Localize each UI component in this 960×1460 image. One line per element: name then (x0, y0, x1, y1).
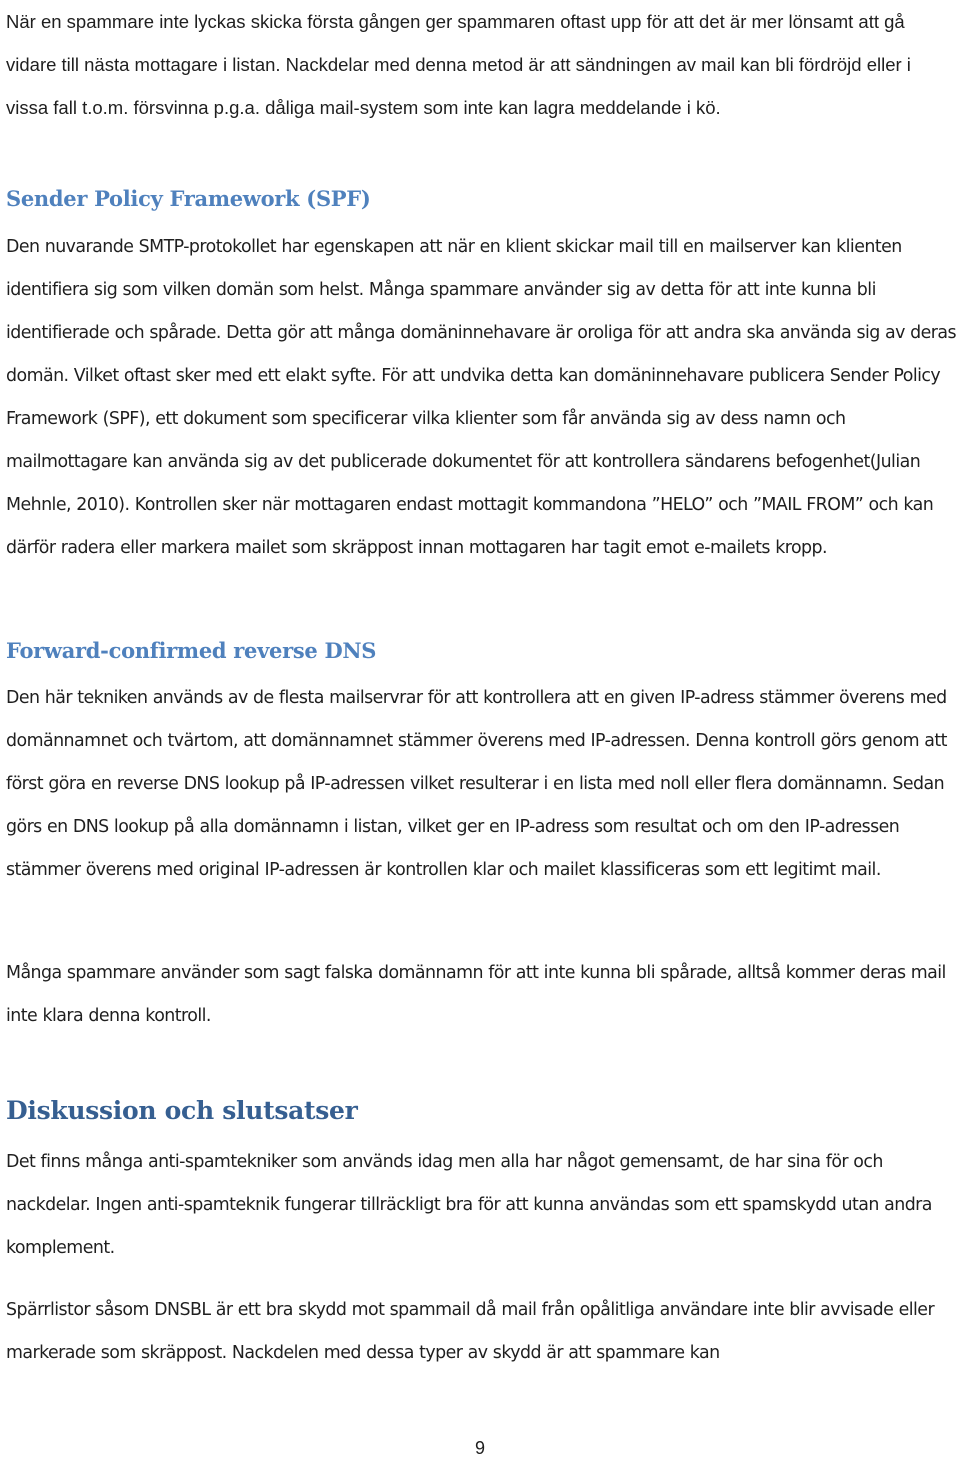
section-heading-fcrdns: Forward-confirmed reverse DNS (6, 638, 377, 663)
chapter-heading-discussion: Diskussion och slutsatser (6, 1096, 358, 1125)
discussion-paragraph-1: Det finns många anti-spamtekniker som används idag men alla har något gemensamt, de har sina för och nackdelar. Ingen anti-spamteknik fungerar tillräckligt bra för att kunna användas som ett spamskydd utan andra komplement. (6, 1152, 932, 1258)
discussion-paragraph-2: Spärrlistor såsom DNSBL är ett bra skydd mot spammail då mail från opålitliga användare inte blir avvisade eller markerade som skräppost. Nackdelen med dessa typer av skydd är att spammare kan (6, 1300, 935, 1363)
fcrdns-paragraph-2: Många spammare använder som sagt falska domännamn för att inte kunna bli spårade, alltså kommer deras mail inte klara denna kontroll. (6, 963, 946, 1026)
intro-paragraph: När en spammare inte lyckas skicka första gången ger spammaren oftast upp för att det är mer lönsamt att gå vidare till nästa mottagare i listan. Nackdelar med denna metod är att sändningen av mail kan bli fördröjd eller i vissa fall t.o.m. försvinna p.g.a. dåliga mail-system som inte kan lagra meddelande i kö. (6, 11, 911, 118)
section-heading-spf: Sender Policy Framework (SPF) (6, 186, 371, 211)
spf-paragraph: Den nuvarande SMTP-protokollet har egenskapen att när en klient skickar mail till en mailserver kan klienten identifiera sig som vilken domän som helst. Många spammare använder sig av detta för att inte kunna bli identifierade och spårade. Detta gör att många domäninnehavare är oroliga för att andra ska använda sig av deras domän. Vilket oftast sker med ett elakt syfte. För att undvika detta kan domäninnehavare publicera Sender Policy Framework (SPF), ett dokument som specificerar vilka klienter som får använda sig av dess namn och mailmottagare kan använda sig av det publicerade dokumentet för att kontrollera sändarens befogenhet(Julian Mehnle, 2010). Kontrollen sker när mottagaren endast mottagit kommandona ”HELO” och ”MAIL FROM” och kan därför radera eller markera mailet som skräppost innan mottagaren har tagit emot e-mailets kropp. (6, 237, 957, 558)
page-number: 9 (474, 1438, 485, 1458)
fcrdns-paragraph-1: Den här tekniken används av de flesta mailservrar för att kontrollera att en given IP-adress stämmer överens med domännamnet och tvärtom, att domännamnet stämmer överens med IP-adressen. Denna kontroll görs genom att först göra en reverse DNS lookup på IP-adressen vilket resulterar i en lista med noll eller flera domännamn. Sedan görs en DNS lookup på alla domännamn i listan, vilket ger en IP-adress som resultat och om den IP-adressen stämmer överens med original IP-adressen är kontrollen klar och mailet klassificeras som ett legitimt mail. (6, 688, 947, 880)
